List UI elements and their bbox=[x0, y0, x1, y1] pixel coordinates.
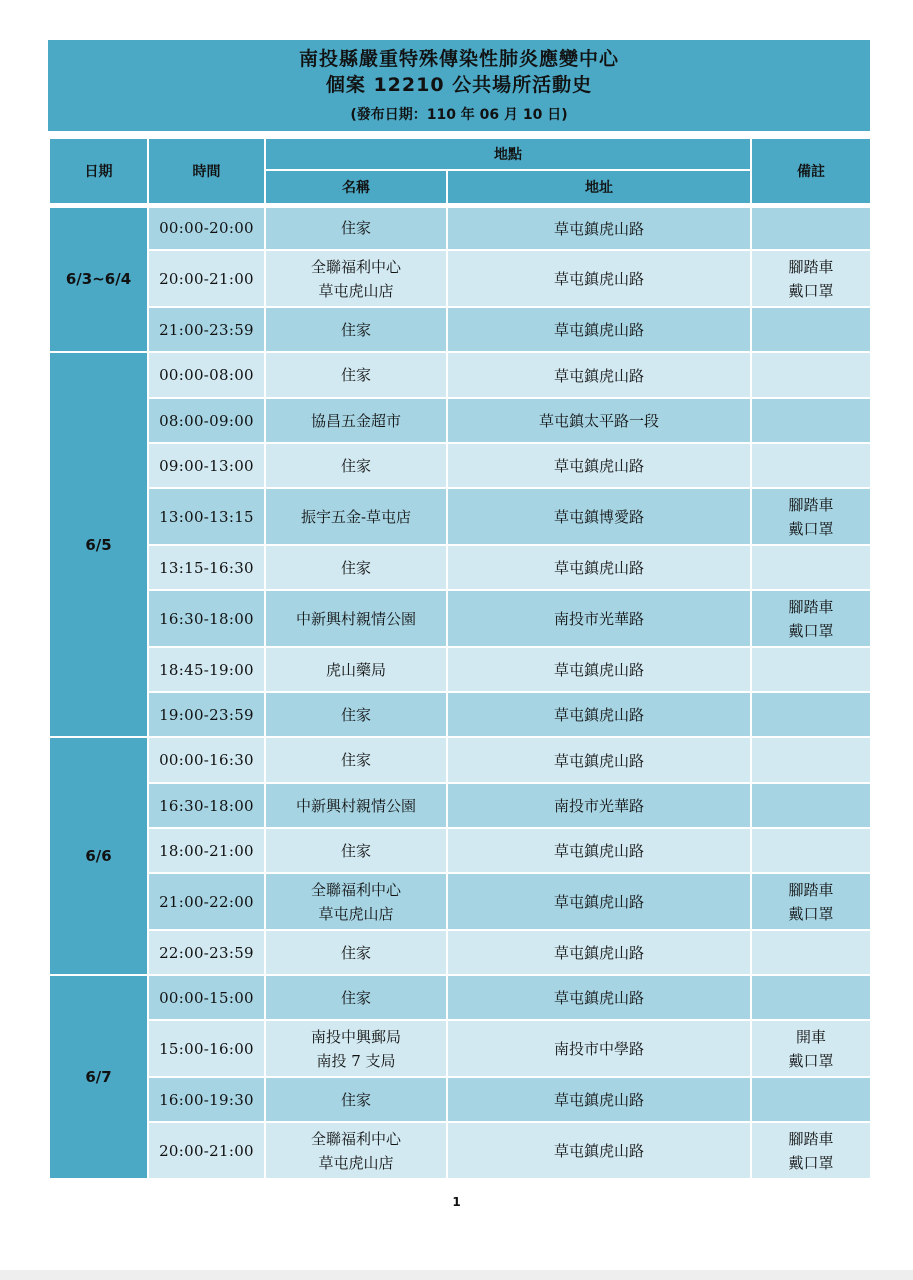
remark-cell bbox=[751, 1122, 871, 1179]
address-cell: 草屯鎮虎山路 bbox=[447, 828, 751, 873]
table-row bbox=[49, 873, 871, 930]
remark-cell bbox=[751, 398, 871, 443]
remark-cell bbox=[751, 352, 871, 398]
place-name-line: 振宇五金-草屯店 bbox=[300, 507, 412, 526]
place-name-cell bbox=[265, 1020, 447, 1077]
title-block bbox=[48, 40, 870, 134]
remark-cell bbox=[751, 590, 871, 647]
place-name-cell bbox=[265, 1122, 447, 1179]
table-row bbox=[49, 975, 871, 1020]
place-name-cell bbox=[265, 443, 447, 488]
address-cell: 草屯鎮太平路一段 bbox=[447, 398, 751, 443]
time-cell: 15:00-16:00 bbox=[148, 1020, 265, 1077]
time-cell: 16:00-19:30 bbox=[148, 1077, 265, 1122]
activity-table bbox=[48, 137, 872, 1180]
date-cell: 6/7 bbox=[49, 975, 148, 1179]
time-cell: 09:00-13:00 bbox=[148, 443, 265, 488]
table-row bbox=[49, 205, 871, 250]
remark-cell bbox=[751, 545, 871, 590]
place-name-cell bbox=[265, 545, 447, 590]
table-row bbox=[49, 647, 871, 692]
date-cell: 6/6 bbox=[49, 737, 148, 975]
table-row bbox=[49, 352, 871, 398]
place-name-cell bbox=[265, 783, 447, 828]
place-name-line: 全聯福利中心 bbox=[310, 1129, 401, 1148]
place-name-line: 住家 bbox=[340, 456, 371, 475]
table-row bbox=[49, 692, 871, 737]
remark-cell bbox=[751, 783, 871, 828]
remark-cell bbox=[751, 930, 871, 975]
time-cell: 21:00-23:59 bbox=[148, 307, 265, 352]
remark-line: 戴口罩 bbox=[788, 519, 834, 538]
place-name-cell bbox=[265, 873, 447, 930]
address-cell: 南投市中學路 bbox=[447, 1020, 751, 1077]
place-name-cell bbox=[265, 352, 447, 398]
date-cell: 6/5 bbox=[49, 352, 148, 737]
place-name-line: 協昌五金超市 bbox=[310, 411, 401, 430]
place-name-line: 住家 bbox=[340, 366, 371, 384]
table-row bbox=[49, 307, 871, 352]
remark-cell bbox=[751, 828, 871, 873]
place-name-line: 草屯虎山店 bbox=[318, 904, 394, 923]
remark-cell bbox=[751, 205, 871, 250]
address-cell: 草屯鎮虎山路 bbox=[447, 1122, 751, 1179]
address-cell: 草屯鎮虎山路 bbox=[447, 692, 751, 737]
place-name-line: 住家 bbox=[340, 219, 371, 238]
table-row bbox=[49, 590, 871, 647]
time-cell: 00:00-16:30 bbox=[148, 737, 265, 783]
address-cell: 草屯鎮虎山路 bbox=[447, 975, 751, 1020]
table-row bbox=[49, 398, 871, 443]
table-row bbox=[49, 1122, 871, 1179]
address-cell: 草屯鎮虎山路 bbox=[447, 873, 751, 930]
place-name-line: 全聯福利中心 bbox=[310, 257, 401, 276]
remark-line: 戴口罩 bbox=[788, 1153, 834, 1172]
table-row bbox=[49, 488, 871, 545]
table-row bbox=[49, 737, 871, 783]
time-cell: 13:15-16:30 bbox=[148, 545, 265, 590]
table-row bbox=[49, 930, 871, 975]
time-cell: 16:30-18:00 bbox=[148, 783, 265, 828]
address-cell: 草屯鎮虎山路 bbox=[447, 307, 751, 352]
table-row bbox=[49, 783, 871, 828]
table-row bbox=[49, 1020, 871, 1077]
time-cell: 00:00-15:00 bbox=[148, 975, 265, 1020]
time-cell: 18:45-19:00 bbox=[148, 647, 265, 692]
document bbox=[48, 40, 870, 1180]
time-cell: 20:00-21:00 bbox=[148, 250, 265, 307]
time-cell: 08:00-09:00 bbox=[148, 398, 265, 443]
place-name-line: 南投中興郵局 bbox=[310, 1027, 401, 1046]
place-name-line: 住家 bbox=[340, 841, 371, 860]
place-name-cell bbox=[265, 307, 447, 352]
table-row bbox=[49, 443, 871, 488]
header-name: 名稱 bbox=[265, 170, 447, 205]
place-name-cell bbox=[265, 975, 447, 1020]
place-name-cell bbox=[265, 590, 447, 647]
remark-cell bbox=[751, 975, 871, 1020]
time-cell: 00:00-08:00 bbox=[148, 352, 265, 398]
remark-line: 腳踏車 bbox=[788, 597, 834, 616]
address-cell: 草屯鎮虎山路 bbox=[447, 205, 751, 250]
remark-line: 戴口罩 bbox=[788, 904, 834, 923]
remark-line: 戴口罩 bbox=[788, 1051, 834, 1070]
place-name-cell bbox=[265, 930, 447, 975]
address-cell: 草屯鎮虎山路 bbox=[447, 250, 751, 307]
place-name-cell bbox=[265, 737, 447, 783]
time-cell: 16:30-18:00 bbox=[148, 590, 265, 647]
release-date: (發布日期：110 年 06 月 10 日) bbox=[350, 107, 568, 123]
remark-line: 腳踏車 bbox=[788, 257, 834, 276]
place-name-cell bbox=[265, 647, 447, 692]
place-name-line: 草屯虎山店 bbox=[318, 1153, 394, 1172]
time-cell: 18:00-21:00 bbox=[148, 828, 265, 873]
place-name-cell bbox=[265, 692, 447, 737]
place-name-line: 住家 bbox=[340, 751, 371, 769]
table-row bbox=[49, 250, 871, 307]
address-cell: 草屯鎮虎山路 bbox=[447, 737, 751, 783]
address-cell: 南投市光華路 bbox=[447, 590, 751, 647]
table-row bbox=[49, 545, 871, 590]
address-cell: 南投市光華路 bbox=[447, 783, 751, 828]
place-name-line: 住家 bbox=[340, 988, 371, 1007]
header-remark: 備註 bbox=[751, 138, 871, 205]
place-name-line: 住家 bbox=[340, 558, 371, 577]
remark-line: 開車 bbox=[795, 1027, 826, 1046]
bottom-edge bbox=[0, 1270, 913, 1280]
title-agency: 南投縣嚴重特殊傳染性肺炎應變中心 bbox=[298, 48, 619, 70]
time-cell: 22:00-23:59 bbox=[148, 930, 265, 975]
date-cell: 6/3~6/4 bbox=[49, 205, 148, 352]
time-cell: 20:00-21:00 bbox=[148, 1122, 265, 1179]
place-name-line: 虎山藥局 bbox=[325, 660, 386, 679]
remark-cell bbox=[751, 250, 871, 307]
time-cell: 00:00-20:00 bbox=[148, 205, 265, 250]
place-name-line: 住家 bbox=[340, 320, 371, 339]
time-cell: 19:00-23:59 bbox=[148, 692, 265, 737]
place-name-cell bbox=[265, 250, 447, 307]
table-row bbox=[49, 828, 871, 873]
address-cell: 草屯鎮虎山路 bbox=[447, 647, 751, 692]
remark-cell bbox=[751, 488, 871, 545]
table-body bbox=[49, 205, 871, 1179]
remark-cell bbox=[751, 1020, 871, 1077]
remark-cell bbox=[751, 647, 871, 692]
remark-line: 戴口罩 bbox=[788, 621, 834, 640]
table-row bbox=[49, 1077, 871, 1122]
time-cell: 21:00-22:00 bbox=[148, 873, 265, 930]
remark-line: 腳踏車 bbox=[788, 1129, 834, 1148]
place-name-cell bbox=[265, 488, 447, 545]
place-name-line: 住家 bbox=[340, 705, 371, 724]
header-date: 日期 bbox=[49, 138, 148, 205]
address-cell: 草屯鎮虎山路 bbox=[447, 930, 751, 975]
remark-line: 腳踏車 bbox=[788, 495, 834, 514]
remark-cell bbox=[751, 307, 871, 352]
remark-cell bbox=[751, 873, 871, 930]
time-cell: 13:00-13:15 bbox=[148, 488, 265, 545]
remark-cell bbox=[751, 1077, 871, 1122]
place-name-cell bbox=[265, 1077, 447, 1122]
remark-line: 腳踏車 bbox=[788, 880, 834, 899]
header-address: 地址 bbox=[447, 170, 751, 205]
remark-cell bbox=[751, 443, 871, 488]
place-name-cell bbox=[265, 828, 447, 873]
place-name-line: 住家 bbox=[340, 1090, 371, 1109]
place-name-line: 中新興村親情公園 bbox=[295, 796, 416, 815]
header-time: 時間 bbox=[148, 138, 265, 205]
page-number: 1 bbox=[452, 1195, 461, 1209]
header-location: 地點 bbox=[265, 138, 751, 170]
address-cell: 草屯鎮博愛路 bbox=[447, 488, 751, 545]
place-name-line: 中新興村親情公園 bbox=[295, 609, 416, 628]
remark-cell bbox=[751, 737, 871, 783]
place-name-cell bbox=[265, 205, 447, 250]
place-name-line: 全聯福利中心 bbox=[310, 880, 401, 899]
title-case: 個案 12210 公共場所活動史 bbox=[325, 74, 593, 96]
remark-cell bbox=[751, 692, 871, 737]
place-name-line: 草屯虎山店 bbox=[318, 281, 394, 300]
address-cell: 草屯鎮虎山路 bbox=[447, 352, 751, 398]
place-name-line: 南投 7 支局 bbox=[316, 1051, 396, 1070]
address-cell: 草屯鎮虎山路 bbox=[447, 1077, 751, 1122]
place-name-line: 住家 bbox=[340, 943, 371, 962]
place-name-cell bbox=[265, 398, 447, 443]
address-cell: 草屯鎮虎山路 bbox=[447, 443, 751, 488]
address-cell: 草屯鎮虎山路 bbox=[447, 545, 751, 590]
remark-line: 戴口罩 bbox=[788, 281, 834, 300]
